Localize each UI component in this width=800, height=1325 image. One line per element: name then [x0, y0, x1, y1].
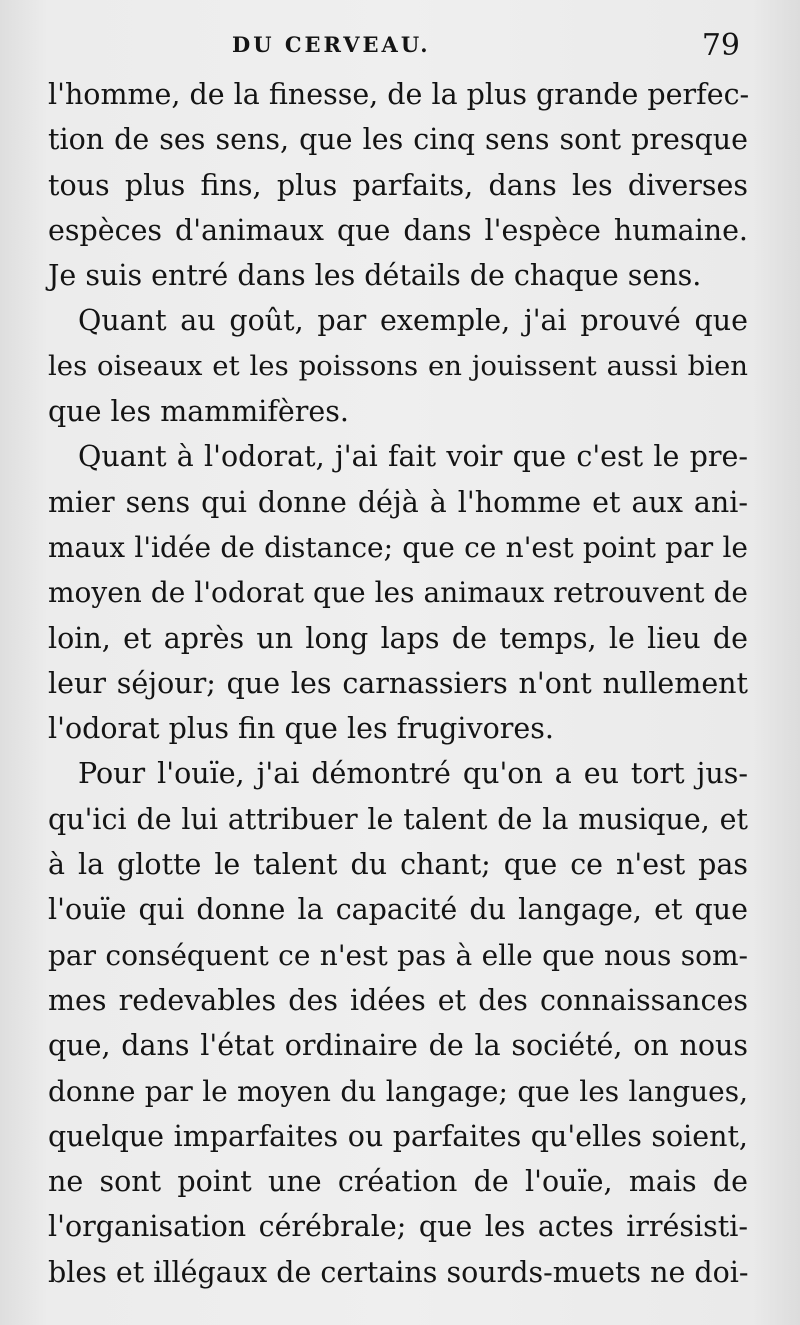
text-line: que, dans l'état ordinaire de la société, on nous: [48, 1029, 748, 1063]
page-number: 79: [701, 28, 740, 63]
text-line: maux l'idée de distance; que ce n'est point par le: [48, 530, 748, 564]
text-line: Quant au goût, par exemple, j'ai prouvé que: [78, 304, 748, 338]
text-line: leur séjour; que les carnassiers n'ont nullement: [48, 666, 748, 700]
body-text: [48, 72, 748, 1295]
text-line: tion de ses sens, que les cinq sens sont presque: [48, 123, 748, 157]
text-line: par conséquent ce n'est pas à elle que nous som-: [48, 938, 748, 972]
text-line: l'organisation cérébrale; que les actes irrésisti-: [48, 1210, 748, 1244]
text-line: tous plus fins, plus parfaits, dans les diverses: [48, 168, 748, 202]
text-line: quelque imparfaites ou parfaites qu'elles soient,: [48, 1119, 748, 1153]
text-line: l'odorat plus fin que les frugivores.: [48, 712, 554, 746]
text-line: moyen de l'odorat que les animaux retrouvent de: [48, 576, 748, 610]
text-line: bles et illégaux de certains sourds-muets ne doi-: [48, 1255, 749, 1289]
text-line: Quant à l'odorat, j'ai fait voir que c'est le pre-: [78, 440, 748, 474]
text-line: espèces d'animaux que dans l'espèce humaine.: [48, 213, 748, 247]
text-line: l'homme, de la finesse, de la plus grande perfec-: [48, 78, 750, 111]
page-header: [0, 30, 800, 70]
running-head: DU CERVEAU.: [232, 32, 431, 57]
text-line: que les mammifères.: [48, 395, 349, 429]
text-line: mes redevables des idées et des connaissances: [48, 983, 748, 1017]
text-line: donne par le moyen du langage; que les langues,: [48, 1074, 748, 1108]
text-line: mier sens qui donne déjà à l'homme et aux ani-: [48, 485, 748, 519]
text-line: Je suis entré dans les détails de chaque sens.: [48, 259, 702, 293]
text-line: l'ouïe qui donne la capacité du langage, et que: [48, 893, 748, 927]
text-line: ne sont point une création de l'ouïe, mais de: [48, 1165, 748, 1199]
text-line: les oiseaux et les poissons en jouissent aussi bien: [48, 349, 748, 382]
text-line: à la glotte le talent du chant; que ce n'est pas: [48, 848, 748, 882]
text-line: qu'ici de lui attribuer le talent de la musique, et: [48, 802, 748, 836]
text-line: Pour l'ouïe, j'ai démontré qu'on a eu tort jus-: [78, 757, 748, 791]
text-line: loin, et après un long laps de temps, le lieu de: [48, 621, 748, 655]
